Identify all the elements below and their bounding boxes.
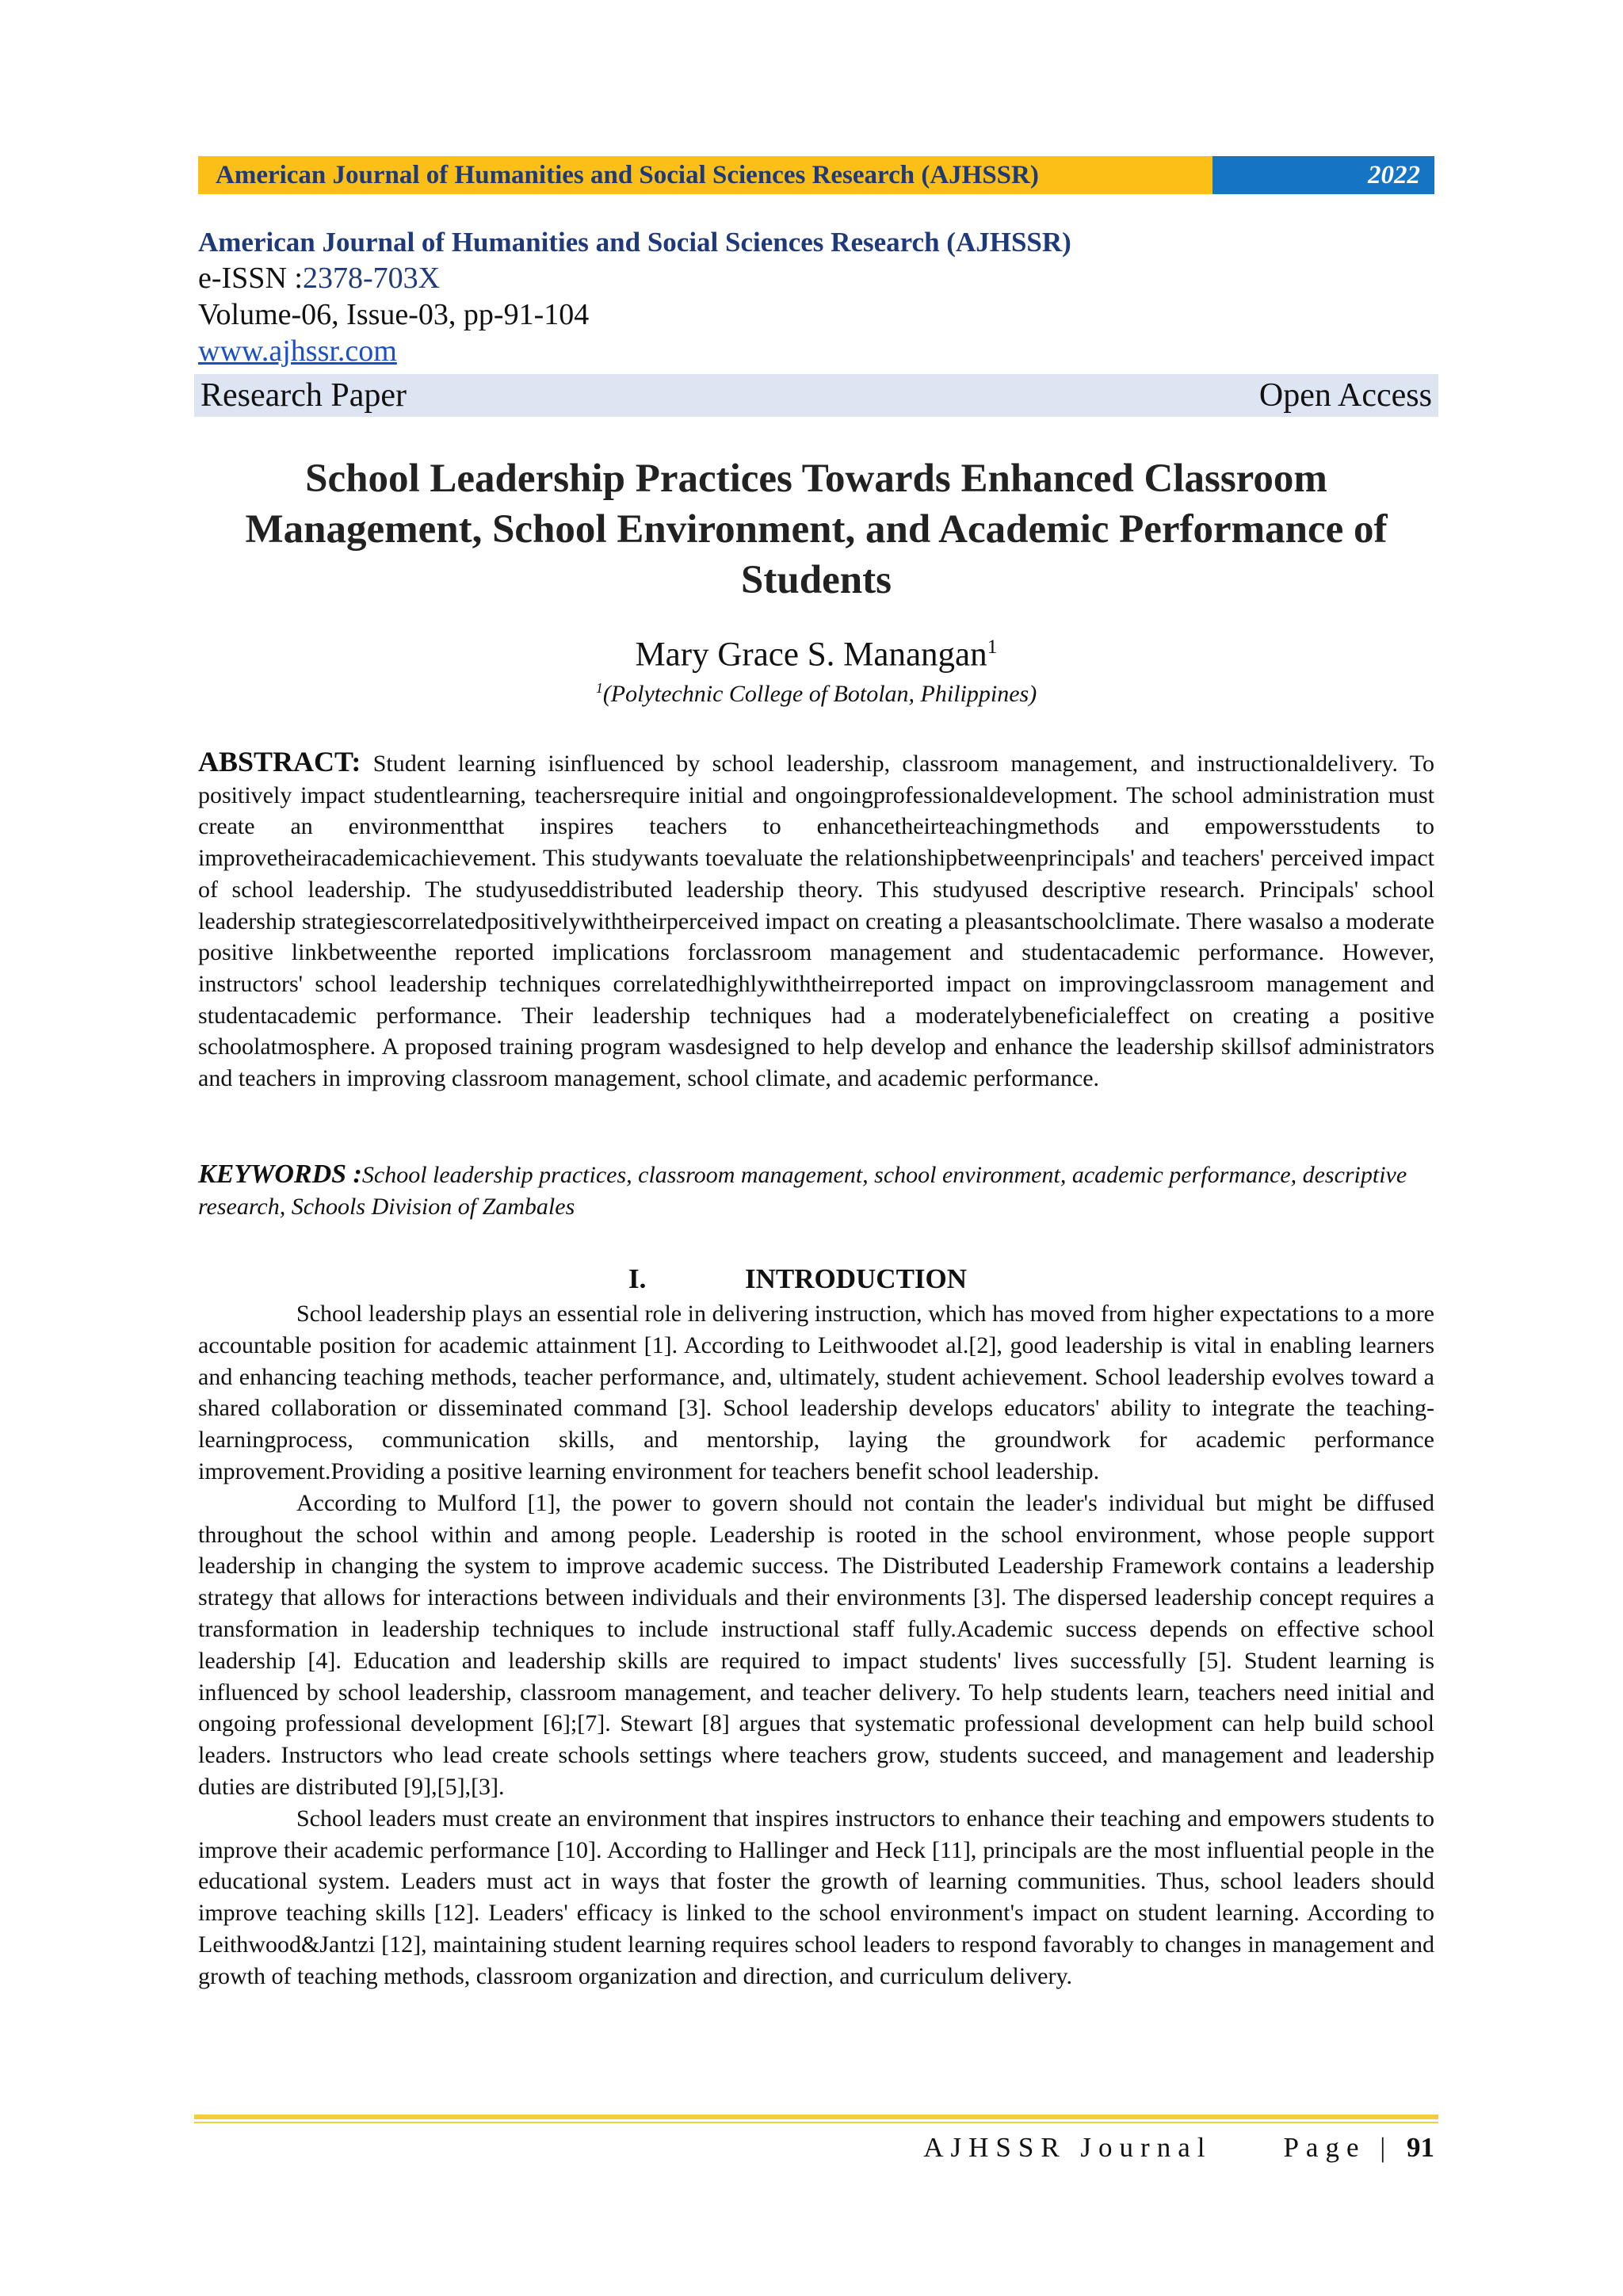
paragraph: School leadership plays an essential role in delivering instruction, which has moved from higher expectations to a more accountable position for academic attainment [1]. According to Leithwoodet al.[2], good leadership is vital in enabling learners and enhancing teaching methods, teacher performance, and, ultimately, student achievement. School leadership evolves toward a shared collaboration or disseminated command [3]. School leadership develops educators' ability to integrate the teaching-learningprocess, communication skills, and mentorship, laying the groundwork for academic performance improvement.Providing a positive learning environment for teachers benefit school leadership. xyxy=(198,1301,1434,1484)
header-year: 2022 xyxy=(1212,156,1434,194)
author xyxy=(198,626,1434,675)
journal-website-link[interactable]: www.ajhssr.com xyxy=(198,334,397,368)
header-journal-name: American Journal of Humanities and Social Sciences Research (AJHSSR) xyxy=(198,156,1212,194)
paragraph: School leaders must create an environment that inspires instructors to enhance their teaching and empowers students to improve their academic performance [10]. According to Hallinger and Heck [11], principals are the most influential people in the educational system. Leaders must act in ways that foster the growth of learning communities. Thus, school leaders should improve teaching skills [12]. Leaders' efficacy is linked to the school environment's impact on student learning. According to Leithwood&Jantzi [12], maintaining student learning requires school leaders to respond favorably to changes in management and growth of teaching methods, classroom organization and direction, and curriculum delivery. xyxy=(198,1805,1434,1989)
section-number: I. xyxy=(628,1263,647,1294)
keywords-label: KEYWORDS : xyxy=(198,1159,362,1189)
affiliation-text: (Polytechnic College of Botolan, Philippines) xyxy=(602,681,1037,707)
footer-page-label: Page | xyxy=(1283,2132,1393,2163)
abstract-text: Student learning isinfluenced by school leadership, classroom management, and instructionaldelivery. To positively impact studentlearning, teachersrequire initial and ongoingprofessionaldevelopment. The school administration must create an environmentthat inspires teachers to enhancetheirteachingmethods and empowersstudents to improvetheiracademicachievement. This studywants toevaluate the relationshipbetweenprincipals' and teachers' perceived impact of school leadership. The studyuseddistributed leadership theory. This studyused descriptive research. Principals' school leadership strategiescorrelatedpositivelywiththeirperceived impact on creating a pleasantschoolclimate. There wasalso a moderate positive linkbetweenthe reported implications forclassroom management and studentacademic performance. However, instructors' school leadership techniques correlatedhighlywiththeirreported impact on improvingclassroom management and studentacademic performance. Their leadership techniques had a moderatelybeneficialeffect on creating a positive schoolatmosphere. A proposed training program wasdesigned to help develop and enhance the leadership skillsof administrators and teachers in improving classroom management, school climate, and academic performance. xyxy=(198,751,1434,1092)
footer-rule-thin xyxy=(194,2122,1438,2123)
footer-page-number: 91 xyxy=(1407,2132,1434,2163)
paper-type: Research Paper xyxy=(200,377,407,414)
affiliation xyxy=(198,672,1434,710)
abstract-label: ABSTRACT: xyxy=(198,746,361,777)
section-title: INTRODUCTION xyxy=(745,1263,968,1294)
keywords-text: School leadership practices, classroom management, school environment, academic performance, descriptive research, Schools Division of Zambales xyxy=(198,1162,1407,1220)
issn-label: e-ISSN : xyxy=(198,262,303,295)
author-sup: 1 xyxy=(987,635,998,658)
paragraph: According to Mulford [1], the power to govern should not contain the leader's individual but might be diffused throughout the school within and among people. Leadership is rooted in the school environment, whose people support leadership in changing the system to improve academic success. The Distributed Leadership Framework contains a leadership strategy that allows for interactions between individuals and their environments [3]. The dispersed leadership concept requires a transformation in leadership techniques to include instructional staff fully.Academic success depends on effective school leadership [4]. Education and leadership skills are required to impact students' lives successfully [5]. Student learning is influenced by school leadership, classroom management, and teacher delivery. To help students learn, teachers need initial and ongoing professional development [6];[7]. Stewart [8] argues that systematic professional development can help build school leaders. Instructors who lead create schools settings where teachers grow, students succeed, and management and leadership duties are distributed [9],[5],[3]. xyxy=(198,1489,1434,1800)
issn-line xyxy=(198,260,1434,296)
footer-rule xyxy=(194,2115,1438,2119)
journal-name: American Journal of Humanities and Social Sciences Research (AJHSSR) xyxy=(198,227,1071,258)
author-name: Mary Grace S. Manangan xyxy=(635,636,987,674)
paper-type-bar xyxy=(194,374,1438,417)
issn-value: 2378-703X xyxy=(302,262,441,295)
footer-journal: AJHSSR Journal xyxy=(923,2132,1212,2163)
abstract xyxy=(198,747,1434,1095)
page-footer xyxy=(872,2132,1434,2164)
journal-info xyxy=(198,225,1434,369)
paper-title: School Leadership Practices Towards Enhanced Classroom Management, School Environment, and Academic Performance of Students xyxy=(245,457,1388,602)
affiliation-sup: 1 xyxy=(595,680,603,696)
keywords xyxy=(198,1159,1434,1223)
introduction-body xyxy=(198,1298,1434,1992)
volume-line: Volume-06, Issue-03, pp-91-104 xyxy=(198,298,590,331)
access-type: Open Access xyxy=(1258,377,1432,414)
journal-header-bar xyxy=(198,156,1434,194)
